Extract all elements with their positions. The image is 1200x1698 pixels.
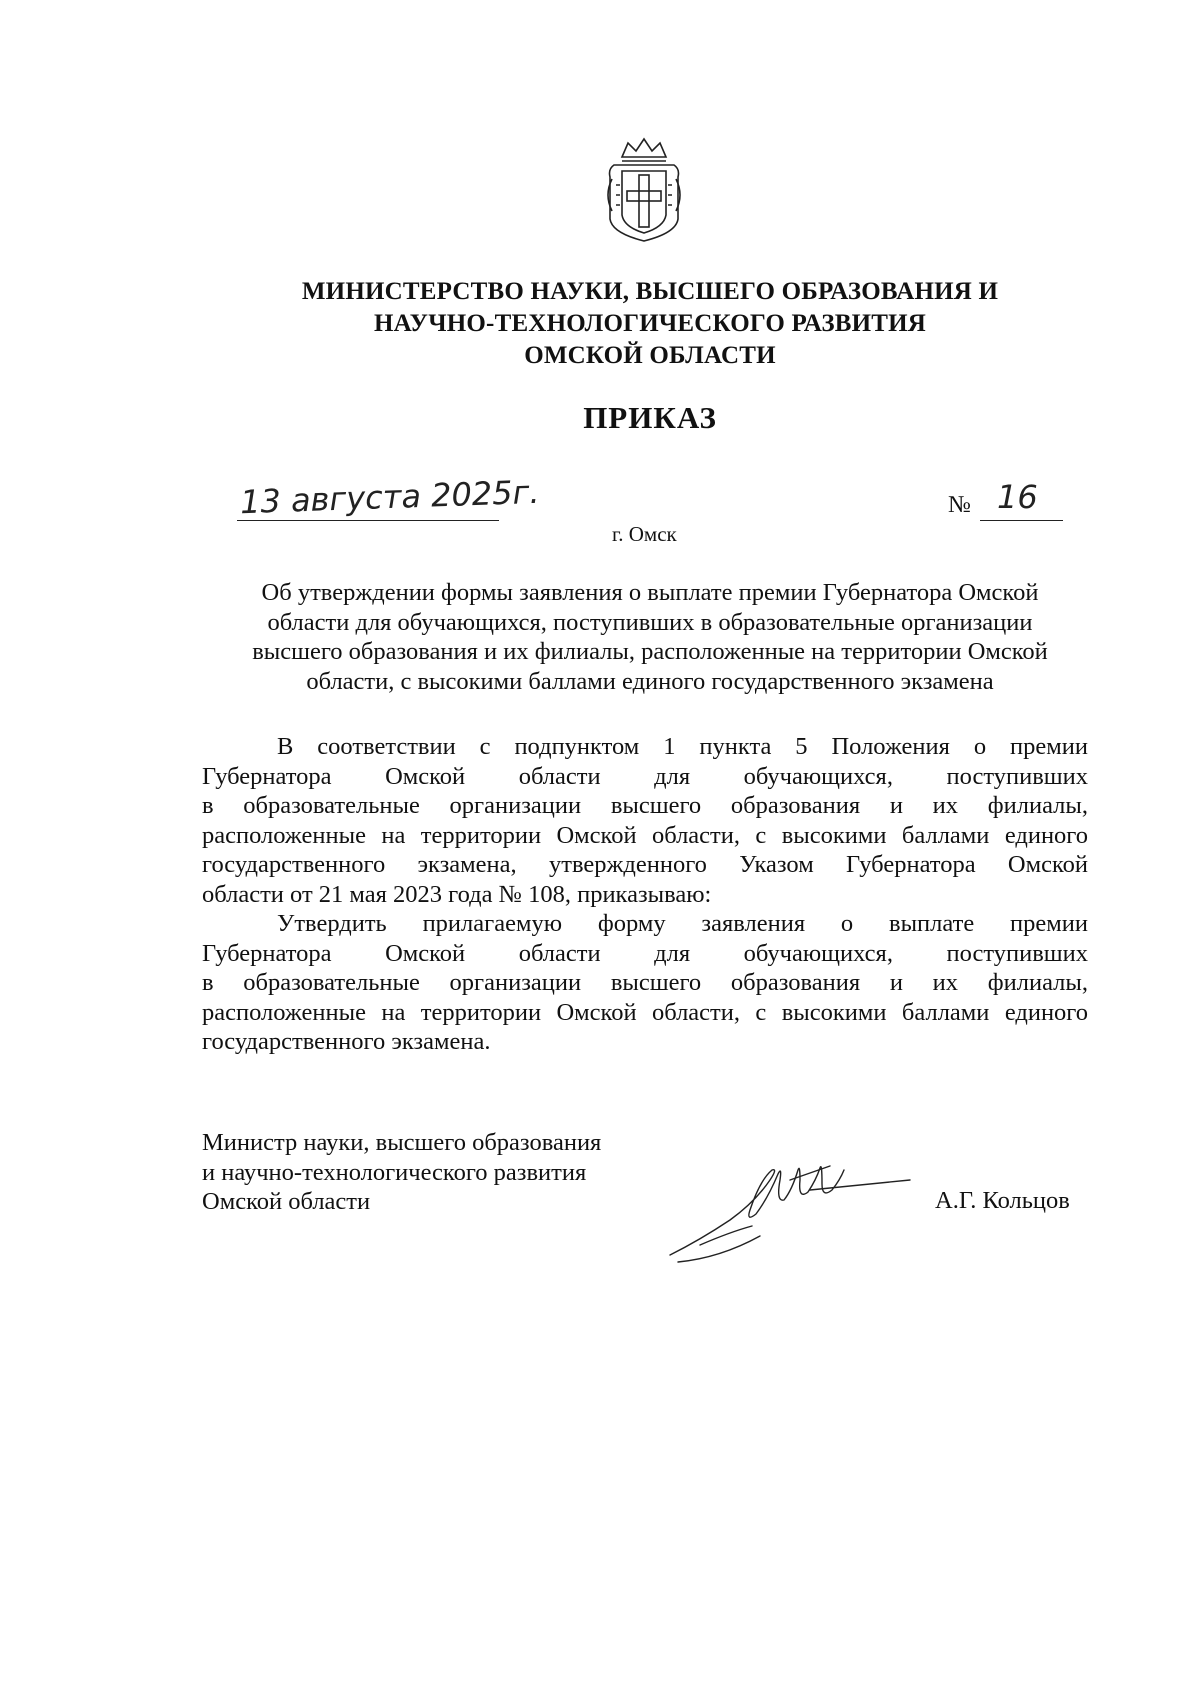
document-body [202, 732, 1088, 1057]
coat-of-arms-emblem [600, 135, 688, 245]
subject-line: Об утверждении формы заявления о выплате премии Губернатора Омской [261, 579, 1039, 606]
org-line: ОМСКОЙ ОБЛАСТИ [524, 342, 776, 369]
signer-position [202, 1128, 601, 1217]
signer-name: А.Г. Кольцов [935, 1187, 1070, 1214]
org-line: НАУЧНО-ТЕХНОЛОГИЧЕСКОГО РАЗВИТИЯ [373, 310, 927, 337]
document-subject [200, 578, 1100, 696]
body-line: Утвердить прилагаемую форму заявления о выплате премии [277, 910, 1088, 937]
body-line: Губернатора Омской области для обучающихся, поступивших [202, 939, 1088, 967]
paragraph-preamble [202, 732, 1088, 909]
number-underline [980, 520, 1063, 521]
body-line: области от 21 мая 2023 года № 108, приказываю: [202, 880, 712, 908]
signer-position-line: и научно-технологического развития [202, 1158, 587, 1186]
city-label: г. Омск [612, 522, 677, 546]
signer-position-line: Министр науки, высшего образования [202, 1129, 602, 1156]
body-line: Губернатора Омской области для обучающихся, поступивших [202, 762, 1088, 790]
subject-line: области для обучающихся, поступивших в образовательные организации [267, 608, 1033, 636]
subject-line: области, с высокими баллами единого государственного экзамена [306, 667, 994, 695]
body-line: государственного экзамена. [202, 1028, 491, 1055]
date-underline [237, 520, 499, 521]
handwritten-date: 13 августа 2025г. [239, 472, 541, 522]
body-line: государственного экзамена, утвержденного Указом Губернатора Омской [202, 851, 1088, 878]
paragraph-order [202, 909, 1088, 1057]
body-line: В соответствии с подпунктом 1 пункта 5 Положения о премии [277, 733, 1088, 760]
document-type-title: ПРИКАЗ [583, 400, 717, 435]
body-line: в образовательные организации высшего образования и их филиалы, [202, 969, 1088, 996]
body-line: расположенные на территории Омской области, с высокими баллами единого [202, 998, 1088, 1026]
body-line: в образовательные организации высшего образования и их филиалы, [202, 792, 1088, 819]
signer-position-line: Омской области [202, 1188, 371, 1215]
number-label: № [948, 492, 971, 518]
subject-line: высшего образования и их филиалы, расположенные на территории Омской [252, 638, 1048, 665]
body-line: расположенные на территории Омской области, с высокими баллами единого [202, 821, 1088, 849]
org-line: МИНИСТЕРСТВО НАУКИ, ВЫСШЕГО ОБРАЗОВАНИЯ И [301, 278, 999, 305]
organization-name [200, 276, 1100, 372]
handwritten-signature [660, 1140, 920, 1270]
handwritten-number: 16 [997, 478, 1038, 516]
